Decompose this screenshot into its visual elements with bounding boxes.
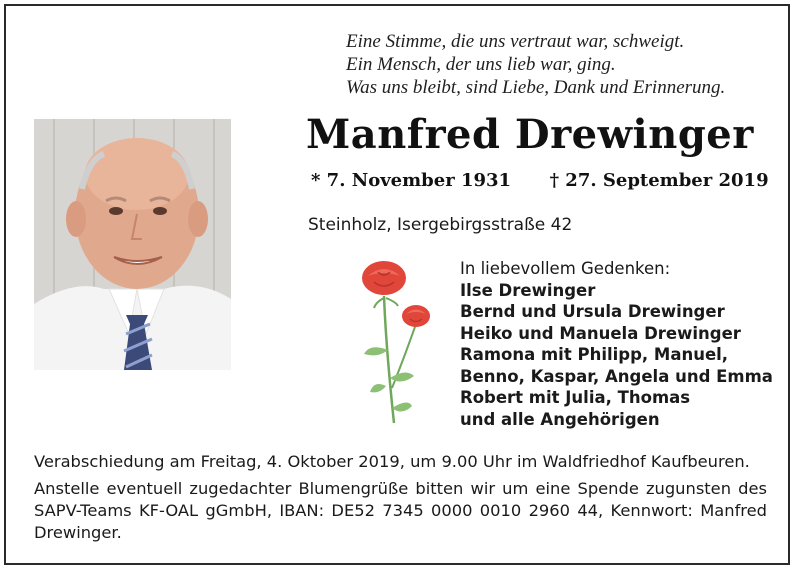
mourner-line: Heiko und Manuela Drewinger (460, 323, 741, 343)
life-dates (311, 170, 769, 191)
deceased-name: Manfred Drewinger (306, 111, 754, 158)
mourner-line: Ramona mit Philipp, Manuel, (460, 345, 729, 364)
mourner-line: Bernd und Ursula Drewinger (460, 302, 725, 321)
death-date: † 27. September 2019 (549, 170, 769, 191)
mourner-line: Robert mit Julia, Thomas (460, 388, 691, 407)
mourners-block (460, 258, 773, 430)
birth-date: * 7. November 1931 (311, 170, 512, 191)
roses-illustration (356, 258, 440, 428)
poem-line: Was uns bleibt, sind Liebe, Dank und Erinnerung. (346, 77, 726, 98)
mourner-line: Ilse Drewinger (460, 280, 596, 300)
poem (346, 30, 725, 99)
donation-info: Anstelle eventuell zugedachter Blumengrüße bitten wir um eine Spende zugunsten des SAPV-Teams KF-OAL gGmbH, IBAN: DE52 7345 0000 0010 2960 44, Kennwort: Manfred Drewinger. (34, 479, 767, 542)
mourners-intro: In liebevollem Gedenken: (460, 259, 671, 278)
poem-line: Ein Mensch, der uns lieb war, ging. (346, 54, 616, 75)
mourner-line: Benno, Kaspar, Angela und Emma (460, 366, 773, 386)
farewell-info: Verabschiedung am Freitag, 4. Oktober 2019, um 9.00 Uhr im Waldfriedhof Kaufbeuren. (34, 452, 750, 471)
mourner-line: und alle Angehörigen (460, 409, 660, 429)
portrait-photo (34, 119, 231, 370)
address: Steinholz, Isergebirgsstraße 42 (308, 215, 573, 235)
poem-line: Eine Stimme, die uns vertraut war, schweigt. (346, 31, 685, 52)
